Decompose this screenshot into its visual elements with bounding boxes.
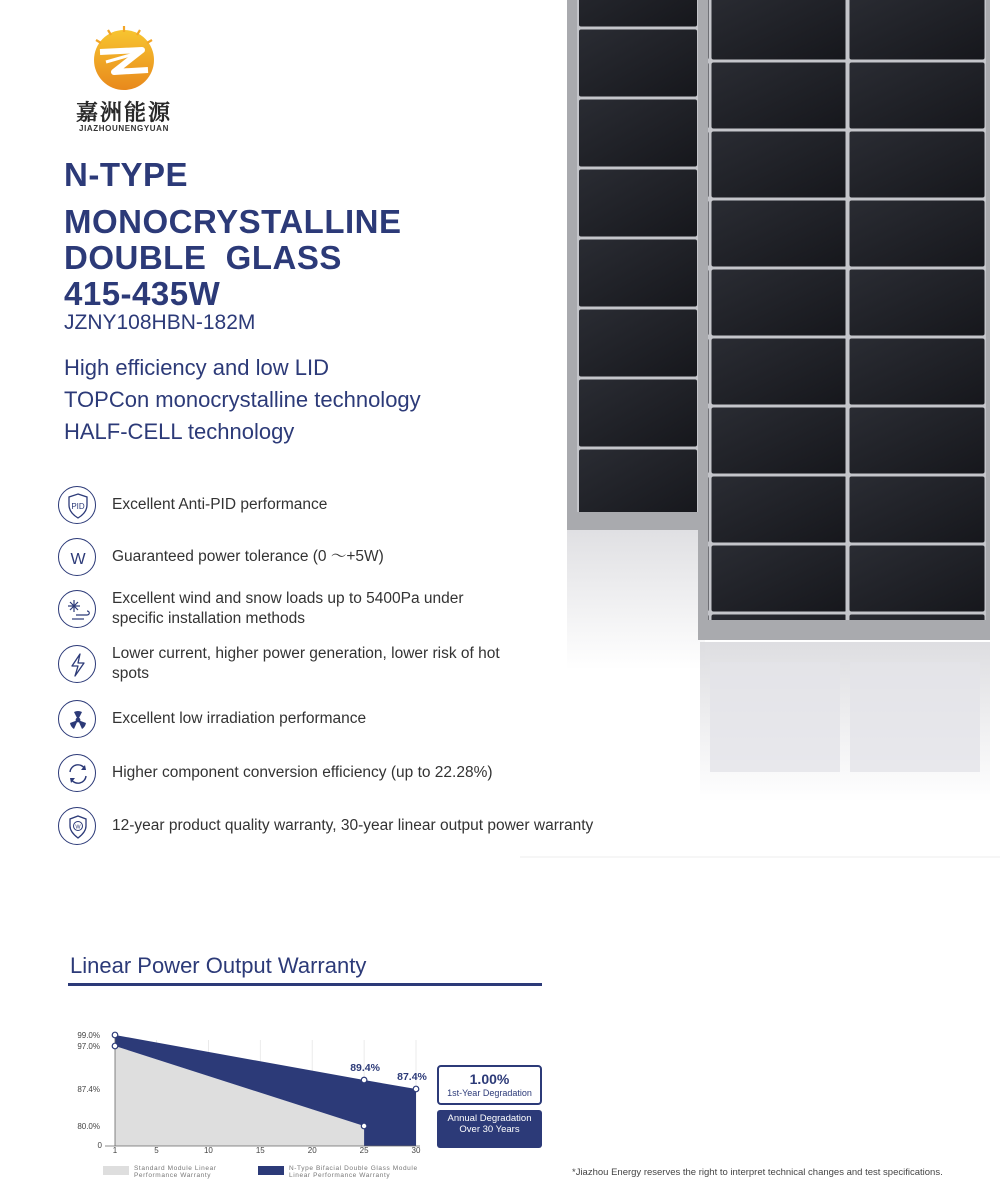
data-point xyxy=(413,1086,419,1092)
feature-text: Excellent wind and snow loads up to 5400Pa under specific installation methods xyxy=(112,590,464,627)
y-tick-label: 0 xyxy=(97,1141,102,1150)
legend-swatch-ntype xyxy=(258,1166,284,1175)
y-tick-label: 99.0% xyxy=(77,1031,100,1040)
x-tick-label: 15 xyxy=(255,1146,265,1155)
annual-label-1: Annual Degradation xyxy=(447,1113,532,1124)
legend-standard-line-1: Standard Module Linear xyxy=(134,1165,217,1172)
brand-name-cn: 嘉洲能源 xyxy=(75,101,172,126)
y-tick-label: 80.0% xyxy=(77,1122,100,1131)
x-tick-label: 30 xyxy=(411,1146,421,1155)
pid-shield-icon xyxy=(58,486,96,524)
data-point xyxy=(112,1043,118,1049)
product-title-line-2: DOUBLE GLASS xyxy=(64,239,342,276)
data-label: 89.4% xyxy=(350,1062,380,1075)
svg-text:W: W xyxy=(75,824,81,831)
feature-text: 12-year product quality warranty, 30-year linear output power warranty xyxy=(112,817,594,834)
product-model: JZNY108HBN-182M xyxy=(64,311,256,334)
svg-text:PID: PID xyxy=(71,502,85,511)
brand-logo xyxy=(62,24,186,136)
y-tick-label: 87.4% xyxy=(77,1085,100,1094)
x-tick-label: 5 xyxy=(154,1146,159,1155)
product-power-range: 415-435W xyxy=(64,275,221,312)
warranty-section-title: Linear Power Output Warranty xyxy=(70,953,367,978)
x-tick-label: 1 xyxy=(112,1146,118,1155)
first-year-degradation-box xyxy=(437,1065,542,1105)
legend-standard xyxy=(134,1165,217,1179)
feature-text: Excellent Anti-PID performance xyxy=(112,496,328,513)
x-tick-label: 20 xyxy=(307,1146,317,1155)
annual-degradation-box xyxy=(437,1110,542,1148)
svg-text:W: W xyxy=(70,551,86,568)
sun-logo-icon xyxy=(86,24,162,92)
tagline-2: TOPCon monocrystalline technology xyxy=(64,387,421,412)
legend-standard-line-2: Performance Warranty xyxy=(134,1172,212,1179)
legend-swatch-standard xyxy=(103,1166,129,1175)
legend-ntype xyxy=(289,1165,418,1179)
product-title-line-1: MONOCRYSTALLINE xyxy=(64,203,402,240)
tagline-3: HALF-CELL technology xyxy=(64,419,295,444)
w-power-icon xyxy=(58,538,96,576)
feature-text: Higher component conversion efficiency (up to 22.28%) xyxy=(112,764,493,781)
product-type: N-TYPE xyxy=(64,156,189,193)
irradiation-icon xyxy=(58,700,96,738)
first-year-label: 1st-Year Degradation xyxy=(447,1088,532,1098)
x-tick-label: 25 xyxy=(359,1146,369,1155)
legend-ntype-line-1: N-Type Bifacial Double Glass Module xyxy=(289,1165,418,1172)
annual-label-2: Over 30 Years xyxy=(459,1124,520,1135)
legend-ntype-line-2: Linear Performance Warranty xyxy=(289,1172,391,1179)
warranty-shield-icon xyxy=(58,807,96,845)
conversion-cycle-icon xyxy=(58,754,96,792)
feature-text: Lower current, higher power generation, lower risk of hot spots xyxy=(112,645,500,682)
lightning-icon xyxy=(58,645,96,683)
brand-name-en: JIAZHOUNENGYUAN xyxy=(79,124,169,133)
data-point xyxy=(361,1123,367,1129)
feature-text: Guaranteed power tolerance (0 ～+5W) xyxy=(112,548,384,565)
data-label: 87.4% xyxy=(397,1071,427,1083)
title-underline xyxy=(68,983,542,986)
x-tick-label: 10 xyxy=(203,1146,213,1155)
disclaimer: *Jiazhou Energy reserves the right to interpret technical changes and test specifications. xyxy=(572,1167,943,1178)
feature-text: Excellent low irradiation performance xyxy=(112,710,367,727)
y-tick-label: 97.0% xyxy=(77,1042,100,1051)
solar-panel-image xyxy=(520,0,1000,860)
wind-snow-icon xyxy=(58,590,96,628)
tagline-1: High efficiency and low LID xyxy=(64,355,329,380)
data-point xyxy=(112,1032,118,1038)
data-point xyxy=(361,1077,367,1083)
first-year-value: 1.00% xyxy=(469,1071,510,1087)
